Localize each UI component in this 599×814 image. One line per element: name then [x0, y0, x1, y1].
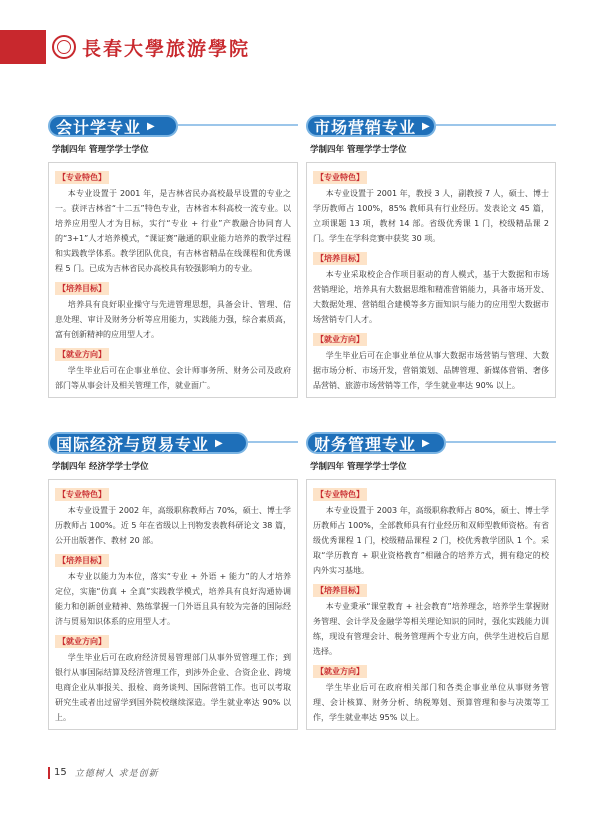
career-text: 学生毕业后可在企事业单位从事大数据市场营销与管理、大数据市场分析、市场开发，营销策划、品牌管理、新媒体营销、奢侈品营销、旅游市场营销等工作，学生就业率达 90% 以上。 [313, 351, 549, 390]
tag-goal: 【培养目标】 [55, 554, 109, 567]
feature-text: 本专业设置于 2003 年，高级职称教师占 80%，硕士、博士学历教师占 100%，全部教师具有行业经历和双师型教师资格。有省级优秀课程 1 门，校级精品课程 2 门，校优秀教学团队 1 个。采取“学历教育 + 职业资格教育”相融合的培养方式，拥有稳定的校内外实习基地。 [313, 506, 549, 575]
career-text: 学生毕业后可在企事业单位、会计师事务所、财务公司及政府部门等从事会计及相关管理工作，就业面广。 [55, 366, 291, 390]
tag-career: 【就业方向】 [55, 348, 109, 361]
major-section-marketing [306, 115, 556, 398]
page-header [52, 32, 250, 62]
play-arrow-icon: ▶ [422, 437, 430, 449]
feature-text: 本专业设置于 2002 年，高级职称教师占 70%，硕士、博士学历教师占 100%。近 5 年在省级以上刊物发表教科研论文 38 篇，公开出版著作、教材 20 部。 [55, 506, 291, 545]
play-arrow-icon: ▶ [422, 120, 430, 132]
tag-feature: 【专业特色】 [313, 171, 367, 184]
section-title: 市场营销专业 [314, 117, 417, 137]
header-red-bar [0, 30, 46, 64]
page-number: 15 [54, 767, 67, 778]
content-box [306, 162, 556, 398]
feature-text: 本专业设置于 2001 年，教授 3 人，副教授 7 人，硕士、博士学历教师占 100%，85% 教师具有行业经历。发表论文 45 篇，立项课题 13 项，教材 14 部。省级优秀课 1 门，校级精品课 2 门。学生在学科竞赛中获奖 30 项。 [313, 189, 549, 243]
section-title-pill [306, 432, 446, 454]
career-text: 学生毕业后可在政府经济贸易管理部门从事外贸管理工作；到银行从事国际结算及经济管理工作，到涉外企业、合资企业、跨境电商企业从事报关、报检、商务谈判、国际营销工作。也可以考取研究生或者出过留学到国外院校继续深造。学生就业率达 90% 以上。 [55, 653, 291, 722]
tag-career: 【就业方向】 [55, 635, 109, 648]
university-seal-icon [52, 35, 76, 59]
content-box [306, 479, 556, 730]
tag-feature: 【专业特色】 [55, 171, 109, 184]
goal-text: 培养具有良好职业操守与先进管理思想，具备会计、管理、信息处理、审计及财务分析等应用能力，实践能力强，综合素质高，富有创新精神的应用型人才。 [55, 300, 291, 339]
tag-feature: 【专业特色】 [55, 488, 109, 501]
title-underline [178, 124, 298, 126]
tag-career: 【就业方向】 [313, 665, 367, 678]
career-text: 学生毕业后可在政府相关部门和各类企事业单位从事财务管理、会计核算、财务分析、纳税筹划、预算管理和参与决策等工作，学生就业率达 95% 以上。 [313, 683, 549, 722]
tag-feature: 【专业特色】 [313, 488, 367, 501]
degree-info: 学制四年 经济学学士学位 [52, 462, 149, 472]
goal-text: 本专业采取校企合作项目驱动的育人模式，基于大数据和市场营销理论，培养具有大数据思维和精准营销能力，具备市场开发、大数据处理、营销组合建模等多方面知识与能力的应用型大数据市场营销专门人才。 [313, 270, 549, 324]
section-title-pill [48, 115, 178, 137]
goal-text: 本专业秉承“课堂教育 + 社会教育”培养理念，培养学生掌握财务管理、会计学及金融学等相关理论知识的同时，强化实践能力训练，现设有管理会计、税务管理两个专业方向，供学生进校后自愿选择。 [313, 602, 549, 656]
degree-info: 学制四年 管理学学士学位 [52, 145, 149, 155]
footer-bar [48, 767, 50, 779]
section-title: 财务管理专业 [314, 434, 417, 454]
tag-goal: 【培养目标】 [55, 282, 109, 295]
feature-text: 本专业设置于 2001 年，是吉林省民办高校最早设置的专业之一。获评吉林省“十二五”特色专业，吉林省本科高校一流专业。以培养应用型人才为目标，实行“专业 + 行业”产教融合协同育人的“3+1”人才培养模式，“课证赛”融通的职业能力培养的教学过程和实践教学体系。教学团队优良，有吉林省精品在线课程和优秀课程 5 门。已成为吉林省民办高校具有较强影响力的专业。 [55, 189, 291, 273]
major-section-international-trade [48, 432, 298, 730]
tag-goal: 【培养目标】 [313, 252, 367, 265]
tag-goal: 【培养目标】 [313, 584, 367, 597]
title-underline [248, 441, 298, 443]
play-arrow-icon: ▶ [215, 437, 223, 449]
university-name: 長春大學旅游學院 [82, 37, 251, 60]
page-footer [48, 766, 159, 779]
content-box [48, 479, 298, 730]
section-title: 国际经济与贸易专业 [56, 434, 210, 454]
degree-info: 学制四年 管理学学士学位 [310, 145, 407, 155]
play-arrow-icon: ▶ [147, 120, 155, 132]
tag-career: 【就业方向】 [313, 333, 367, 346]
section-title: 会计学专业 [56, 117, 142, 137]
major-section-financial-management [306, 432, 556, 730]
content-box [48, 162, 298, 398]
section-title-pill [306, 115, 436, 137]
degree-info: 学制四年 管理学学士学位 [310, 462, 407, 472]
section-title-pill [48, 432, 248, 454]
goal-text: 本专业以能力为本位，落实“专业 + 外语 + 能力”的人才培养定位，实施“仿真 + 全真”实践教学模式，培养具有良好沟通协调能力和创新创业精神、熟练掌握一门外语且具有较为完备的国际经济与贸易知识体系的应用型人才。 [55, 572, 291, 626]
title-underline [436, 124, 556, 126]
title-underline [446, 441, 556, 443]
footer-motto: 立德树人 求是创新 [74, 769, 159, 779]
major-section-accounting [48, 115, 298, 398]
